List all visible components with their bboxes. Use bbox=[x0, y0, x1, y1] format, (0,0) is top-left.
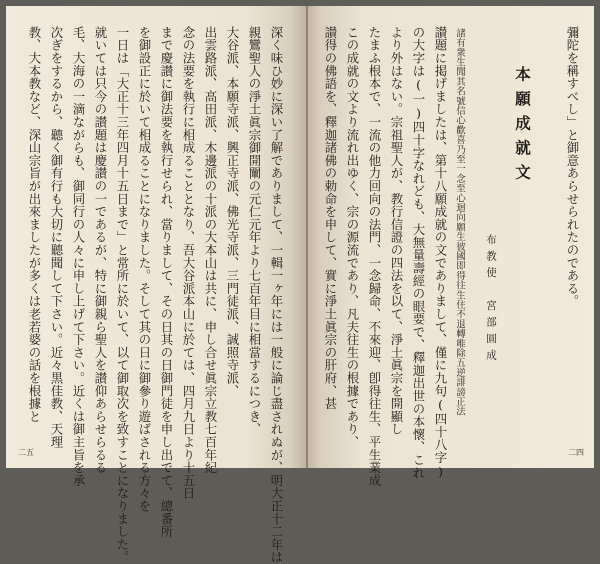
left-page-column-3: 大谷派、本願寺派、興正寺派、佛光寺派、三門徒派、誠照寺派、 bbox=[225, 26, 240, 398]
right-page-number: 二四 bbox=[568, 448, 584, 457]
right-page-continuation-line: 彌陀を稱すべし」と御意あらせられたのである。 bbox=[565, 26, 580, 308]
book-gutter bbox=[306, 6, 308, 468]
right-page bbox=[306, 6, 594, 487]
left-page-column-10: 毛、大海の一滴ながらも、御同行の人々に申し上げて下さい。近くは御主旨を承 bbox=[71, 26, 86, 487]
right-page-body-column-3: より外はない。宗祖聖人が、教行信證の四法を以て、淨土眞宗を開顯し bbox=[389, 26, 404, 436]
left-page-column-4: 出雲路派、高田派、木邊派の十派の大本山は共に、申し合せ眞宗立教七百年紀 bbox=[203, 26, 218, 474]
right-page-body-column-2: の大字は(一)四十字なれども、大無量壽經の眼要で、釋迦出世の本懷、これ bbox=[411, 26, 426, 480]
left-page bbox=[6, 6, 306, 564]
left-page-column-7: を御設正に於いて相成ることになりました。そして其の日に御參り遊ばされる方々を bbox=[137, 26, 152, 513]
sermon-title: 本願成就文 bbox=[513, 66, 532, 189]
scripture-verse: 諸有衆生聞其名號信心歡喜乃至一念至心迴向願生彼國即得往生住不退轉唯除五逆誹謗正法 bbox=[454, 28, 465, 416]
left-page-column-1: 深く味ひ妙に深い了解でありまして、一輯一ヶ年には一般に論じ盡されぬが、明大正十二年は bbox=[269, 26, 284, 564]
left-page-number: 二五 bbox=[18, 448, 34, 457]
left-page-column-5: 念の法要を執行に相成ることとなり、吾大谷派本山に於ては、四月九日より十五日 bbox=[181, 26, 196, 500]
left-page-column-2: 親鸞聖人の淨土眞宗御開闡の元仁元年より七百年目に相當するにつき、 bbox=[247, 26, 262, 436]
left-page-column-9: 就いては只今の讃題は慶讃の一であるが、特に御親ら聖人を讃仰あらせらるる bbox=[93, 26, 108, 474]
sermon-author: 布教使 宮部圓成 bbox=[485, 234, 497, 366]
right-page-body-column-1: 讃題に掲げましたは、第十八願成就の文でありまして、僅に九句(四十八字) bbox=[433, 26, 448, 480]
left-page-column-11: 次ぎをするから、聽く御有行も大切に聽聞して下さい。近々黒佳教、天理 bbox=[49, 26, 64, 449]
right-page-body-column-6: 讃得の佛語を、釋迦諸佛の勅命を申して、實に淨土眞宗の肝府、甚 bbox=[323, 26, 338, 410]
left-page-column-12: 教、大本教など、深山宗旨が出來ましたが多くは老若婆の話を根據と bbox=[27, 26, 42, 423]
book-spread bbox=[6, 6, 594, 564]
left-page-column-6: まで慶讃に御法要を執行せられ、當りまして、その日其の日御門徒を申し出でて、總番所 bbox=[159, 26, 174, 538]
right-page-body-column-5: この成就の文より流れ出ゆく、宗の源流であり、凡夫往生の根據であり、 bbox=[345, 26, 360, 449]
left-page-column-8: 一日は「大正十三年四月十五日まで」と常所に於いて、以て御取次を致すことになりました。 bbox=[115, 26, 130, 564]
right-page-body-column-4: たまふ根本で、一流の他力回向の法門、一念歸命、不來迎、卽得往生、平生業成 bbox=[367, 26, 382, 487]
